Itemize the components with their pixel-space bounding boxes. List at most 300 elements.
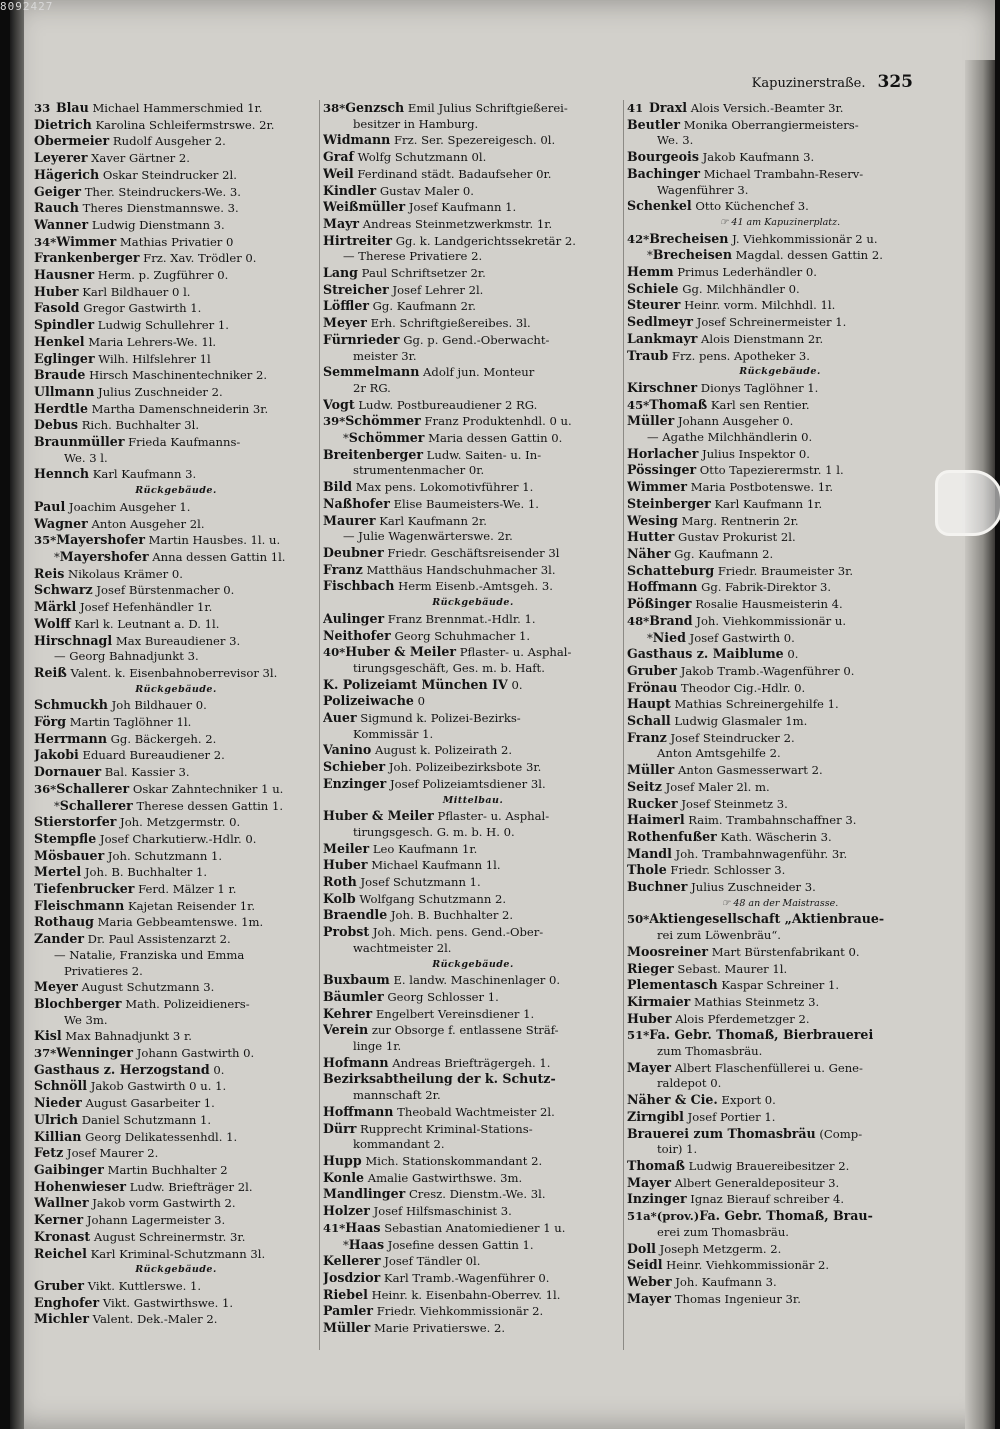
resident-details: Gg. Milchhändler 0.	[682, 281, 800, 296]
resident-details: Amalie Gastwirthswe. 3m.	[367, 1170, 523, 1185]
resident-details: Martin Taglöhner 1l.	[69, 715, 192, 730]
directory-entry	[627, 596, 933, 613]
directory-entry	[627, 879, 933, 896]
directory-entry	[34, 267, 318, 284]
resident-details: Ludwig Schullehrer 1.	[97, 318, 229, 333]
resident-name: Braude	[34, 367, 86, 383]
resident-details: Friedr. Braumeister 3r.	[717, 563, 854, 578]
resident-details: Gg. Kaufmann 2r.	[372, 299, 476, 314]
resident-name: Roth	[323, 874, 357, 890]
resident-details: Jakob Tramb.-Wagenführer 0.	[680, 663, 855, 678]
resident-name: Sedlmeyr	[627, 314, 693, 330]
resident-details: Anna dessen Gattin 1l.	[152, 549, 286, 564]
directory-entry	[627, 846, 933, 863]
resident-details: Frz. pens. Apotheker 3.	[671, 348, 810, 363]
resident-details: August Gasarbeiter 1.	[85, 1096, 215, 1111]
resident-details: Wilh. Hilfslehrer 1l	[98, 351, 211, 366]
resident-details: Jakob Gastwirth 0 u. 1.	[90, 1079, 227, 1094]
resident-details: Herm. p. Zugführer 0.	[97, 268, 229, 283]
archive-code: 8092427	[0, 0, 54, 13]
resident-details: Karl k. Leutnant a. D. 1l.	[74, 616, 220, 631]
entry-prefix: *	[343, 1237, 349, 1252]
house-number: 41*	[323, 1220, 346, 1235]
resident-details: Karolina Schleifermstrswe. 2r.	[95, 117, 275, 132]
directory-entry	[627, 1175, 933, 1192]
resident-details: Pflaster- u. Asphal-	[437, 809, 550, 824]
resident-name: Buxbaum	[323, 972, 390, 988]
resident-name: Huber	[627, 1010, 672, 1026]
resident-details: Vikt. Gastwirthswe. 1.	[102, 1295, 234, 1310]
resident-name: Zirngibl	[627, 1108, 684, 1124]
directory-entry	[34, 133, 318, 150]
resident-details: Joh. Schutzmann 1.	[107, 848, 223, 863]
resident-details: Marg. Rentnerin 2r.	[681, 513, 799, 528]
resident-name: Neithofer	[323, 627, 391, 643]
resident-details: Ludwig Brauereibesitzer 2.	[688, 1159, 850, 1173]
resident-name: Huber & Meiler	[345, 644, 457, 660]
resident-name: Wimmer	[627, 479, 688, 495]
directory-entry	[34, 633, 318, 650]
resident-details: Otto Küchenchef 3.	[695, 199, 809, 214]
directory-entry	[323, 841, 623, 858]
resident-name: Haimerl	[627, 812, 685, 828]
resident-details: Josef Maurer 2.	[66, 1146, 159, 1161]
directory-entry	[323, 1320, 623, 1337]
directory-entry	[323, 677, 623, 694]
resident-details: Maria Gebbeamtenswe. 1m.	[97, 915, 264, 930]
directory-entry	[323, 1237, 623, 1254]
resident-name: Fa. Gebr. Thomaß, Brau-	[699, 1208, 873, 1224]
house-number: 38*	[323, 101, 346, 115]
entry-continuation: raldepot 0.	[657, 1076, 722, 1091]
entry-continuation: toir) 1.	[657, 1142, 698, 1157]
directory-entry	[34, 831, 318, 848]
resident-details: Josef Polizeiamtsdiener 3l.	[390, 776, 546, 791]
directory-entry	[627, 100, 933, 117]
resident-name: Schnöll	[34, 1078, 88, 1094]
directory-entry	[627, 1274, 933, 1291]
directory-entry	[34, 996, 318, 1013]
directory-entry	[627, 314, 933, 331]
resident-details: Martha Damenschneiderin 3r.	[91, 401, 269, 416]
section-label: Rückgebäude.	[135, 485, 217, 497]
resident-details: Emil Julius Schriftgießerei-	[407, 101, 568, 115]
resident-name: Geiger	[34, 183, 82, 199]
directory-entry	[627, 829, 933, 846]
resident-details: Rudolf Ausgeher 2.	[112, 134, 226, 149]
resident-details: Karl Kaufmann 3.	[92, 467, 197, 482]
resident-name: Meiler	[323, 840, 370, 856]
directory-entry	[627, 1191, 933, 1208]
column-divider	[623, 100, 624, 1350]
directory-entry	[323, 132, 623, 149]
resident-details: Johann Lagermeister 3.	[86, 1213, 226, 1228]
directory-entry	[627, 117, 933, 134]
directory-entry	[34, 284, 318, 301]
directory-entry	[323, 1220, 623, 1237]
house-number: 33	[34, 101, 51, 115]
directory-entry	[34, 1095, 318, 1112]
resident-details: Mathias Privatier 0	[119, 234, 234, 249]
resident-details: Joseph Metzgerm. 2.	[659, 1241, 782, 1256]
directory-entry	[34, 931, 318, 948]
resident-name: Stempfle	[34, 830, 97, 846]
resident-name: Brecheisen	[652, 247, 732, 263]
resident-name: Ulrich	[34, 1111, 79, 1127]
directory-entry	[34, 582, 318, 599]
resident-details: Theodor Cig.-Hdlr. 0.	[680, 680, 806, 695]
resident-details: Gg. k. Landgerichtssekretär 2.	[395, 233, 576, 248]
resident-details: Josef Hilfsmaschinist 3.	[373, 1204, 512, 1219]
resident-name: Kirmaier	[627, 993, 691, 1009]
resident-details: Andreas Briefträgergeh. 1.	[392, 1055, 551, 1070]
directory-entry	[34, 367, 318, 384]
resident-name: Wolff	[34, 615, 71, 631]
entry-prefix: —	[647, 430, 663, 445]
resident-name: Wimmer	[56, 233, 117, 249]
directory-entry	[323, 149, 623, 166]
resident-name: Thomaß	[649, 396, 708, 412]
directory-entry	[34, 401, 318, 418]
section-label: Mittelbau.	[442, 794, 504, 806]
resident-details: Engelbert Vereinsdiener 1.	[375, 1006, 535, 1021]
house-number: 40*	[323, 645, 346, 660]
directory-entry	[323, 1287, 623, 1304]
resident-name: Steinberger	[627, 495, 711, 511]
resident-details: Primus Lederhändler 0.	[677, 265, 817, 280]
directory-entry	[323, 1071, 623, 1088]
resident-name: Deubner	[323, 544, 384, 560]
resident-name: Mayershofer	[59, 548, 149, 564]
directory-entry	[34, 200, 318, 217]
directory-entry	[323, 578, 623, 595]
resident-details: Mich. Stationskommandant 2.	[365, 1154, 543, 1168]
resident-details: Max Bahnadjunkt 3 r.	[65, 1029, 192, 1044]
directory-entry	[34, 250, 318, 267]
resident-name: Wagner	[34, 515, 88, 531]
resident-details: Matthäus Handschuhmacher 3l.	[366, 562, 556, 577]
entry-continuation: meister 3r.	[353, 348, 417, 363]
resident-name: Schall	[627, 713, 671, 729]
directory-entry	[323, 100, 623, 117]
resident-name: Fischbach	[323, 578, 395, 594]
resident-name: Bachinger	[627, 165, 701, 181]
entry-prefix: —	[343, 529, 359, 544]
resident-name: Thole	[627, 862, 667, 878]
entry-continuation: tirungsgesch. G. m. b. H. 0.	[353, 824, 515, 839]
resident-details: Friedr. Geschäftsreisender 3l	[387, 545, 560, 560]
resident-details: Jakob vorm Gastwirth 2.	[92, 1196, 236, 1211]
entry-continuation: tirungsgeschäft, Ges. m. b. Haft.	[353, 660, 545, 675]
resident-details: Wolfg Schutzmann 0l.	[357, 150, 487, 165]
directory-entry	[627, 496, 933, 513]
resident-details: Georg Schlosser 1.	[387, 989, 499, 1004]
directory-entry	[627, 630, 933, 647]
house-number: 48*	[627, 613, 650, 628]
resident-name: Mayer	[627, 1290, 672, 1306]
resident-name: Tiefenbrucker	[34, 881, 135, 897]
resident-name: Fleischmann	[34, 897, 125, 913]
directory-entry	[34, 117, 318, 134]
resident-details: Joh. Polizeibezirksbote 3r.	[388, 760, 542, 775]
directory-entry	[323, 199, 623, 216]
resident-details: Karl Kriminal-Schutzmann 3l.	[90, 1246, 266, 1261]
resident-details: 0	[417, 694, 425, 709]
resident-name: Franz	[627, 729, 667, 745]
resident-name: Gasthaus z. Herzogstand	[34, 1061, 210, 1077]
resident-details: Ludwig Dienstmann 3.	[91, 217, 225, 232]
directory-entry	[627, 479, 933, 496]
resident-name: Blau	[56, 100, 89, 115]
directory-entry	[34, 566, 318, 583]
resident-name: Steurer	[627, 297, 681, 313]
resident-name: Rauch	[34, 200, 79, 216]
directory-entry	[34, 334, 318, 351]
resident-details: Dr. Paul Assistenzarzt 2.	[87, 932, 231, 947]
resident-details: Heinr. vorm. Milchhdl. 1l.	[684, 298, 836, 313]
resident-name: Mandl	[627, 845, 672, 861]
resident-name: Mösbauer	[34, 847, 105, 863]
resident-name: Holzer	[323, 1203, 370, 1219]
resident-details: Adolf jun. Monteur	[423, 365, 535, 380]
directory-entry	[323, 1153, 623, 1170]
resident-details: Georg Bahnadjunkt 3.	[69, 649, 199, 664]
resident-name: Weißmüller	[323, 199, 406, 215]
resident-name: Dornauer	[34, 764, 102, 780]
directory-entry	[323, 1170, 623, 1187]
directory-entry	[34, 1062, 318, 1079]
directory-entry	[627, 1257, 933, 1274]
resident-name: Schömmer	[348, 430, 425, 446]
column-3	[627, 100, 933, 1307]
resident-details: Ludw. Briefträger 2l.	[129, 1179, 253, 1194]
resident-name: Nieder	[34, 1095, 82, 1111]
resident-details: 0.	[511, 677, 523, 692]
directory-entry	[627, 646, 933, 663]
resident-name: Naßhofer	[323, 495, 390, 511]
resident-name: Plementasch	[627, 977, 718, 993]
directory-entry	[627, 231, 933, 248]
resident-details: Josef Steinmetz 3.	[681, 796, 788, 811]
directory-entry	[34, 1229, 318, 1246]
resident-name: Wesing	[627, 512, 678, 528]
directory-entry	[627, 1208, 933, 1225]
house-number: 42*	[627, 231, 650, 246]
resident-name: Bezirksabtheilung der k. Schutz-	[323, 1071, 556, 1087]
resident-name: Franz	[323, 561, 363, 577]
resident-name: Rucker	[627, 795, 678, 811]
resident-name: Verein	[323, 1022, 369, 1038]
resident-name: Obermeier	[34, 133, 110, 149]
resident-name: K. Polizeiamt München IV	[323, 676, 508, 692]
directory-entry	[34, 781, 318, 798]
directory-entry	[34, 1295, 318, 1312]
column-1	[34, 100, 318, 1328]
resident-details: Leo Kaufmann 1r.	[372, 841, 478, 856]
directory-entry	[34, 948, 318, 964]
resident-details: Josef Schutzmann 1.	[360, 875, 481, 890]
resident-details: J. Viehkommissionär 2 u.	[732, 231, 878, 246]
entry-prefix: *	[647, 248, 653, 263]
resident-details: Raim. Trambahnschaffner 3.	[688, 813, 857, 828]
directory-entry	[627, 1241, 933, 1258]
resident-details: Hirsch Maschinentechniker 2.	[89, 368, 268, 383]
directory-entry	[34, 417, 318, 434]
directory-entry	[323, 216, 623, 233]
resident-name: Brand	[649, 612, 693, 628]
resident-name: Rothenfußer	[627, 828, 717, 844]
directory-entry	[323, 1121, 623, 1138]
resident-details: Julius Zuschneider 3.	[691, 880, 816, 895]
resident-name: Weber	[627, 1273, 672, 1289]
page-header	[752, 72, 913, 92]
resident-details: Ludw. Saiten- u. In-	[426, 447, 542, 462]
entry-continuation: erei zum Thomasbräu.	[657, 1224, 789, 1239]
resident-name: Breitenberger	[323, 446, 423, 462]
resident-details: Andreas Steinmetzwerkmstr. 1r.	[362, 216, 553, 231]
resident-details: Julie Wagenwärterswe. 2r.	[358, 529, 513, 544]
directory-entry	[34, 150, 318, 167]
resident-name: Lankmayr	[627, 330, 698, 346]
directory-entry	[627, 680, 933, 697]
resident-name: Paul	[34, 498, 66, 514]
directory-entry	[323, 628, 623, 645]
directory-entry	[34, 466, 318, 483]
entry-prefix: *	[343, 431, 349, 446]
resident-name: Kehrer	[323, 1005, 373, 1021]
resident-name: Pössinger	[627, 462, 697, 478]
directory-entry	[34, 848, 318, 865]
resident-name: Braendle	[323, 907, 388, 923]
resident-name: Wallner	[34, 1195, 89, 1211]
resident-name: Pamler	[323, 1303, 374, 1319]
resident-name: Schallerer	[59, 797, 133, 813]
resident-details: Josef Schreinermeister 1.	[696, 315, 847, 330]
resident-details: Johann Ausgeher 0.	[678, 414, 794, 429]
resident-details: Math. Polizeidieners-	[125, 996, 250, 1011]
entry-continuation: Wagenführer 3.	[657, 182, 749, 197]
entry-continuation: 2r RG.	[353, 380, 391, 395]
resident-name: Hägerich	[34, 166, 100, 182]
resident-details: Georg Schuhmacher 1.	[394, 628, 531, 643]
directory-entry	[323, 430, 623, 447]
directory-entry	[323, 249, 623, 265]
resident-details: Julius Inspektor 0.	[702, 446, 810, 461]
directory-entry	[34, 1112, 318, 1129]
resident-details: Bal. Kassier 3.	[104, 765, 190, 780]
resident-name: Traub	[627, 347, 669, 363]
resident-name: Konle	[323, 1169, 365, 1185]
directory-entry	[323, 1022, 623, 1039]
resident-name: Debus	[34, 417, 78, 433]
resident-name: Kerner	[34, 1212, 84, 1228]
directory-entry	[627, 348, 933, 365]
directory-entry	[323, 907, 623, 924]
directory-entry	[627, 264, 933, 281]
directory-entry	[34, 217, 318, 234]
directory-entry	[34, 881, 318, 898]
resident-details: Erh. Schriftgießereibes. 3l.	[370, 316, 531, 331]
resident-details: Franz Produktenhdl. 0 u.	[424, 414, 572, 429]
resident-details: Gg. Kaufmann 2.	[674, 546, 774, 561]
resident-details: Max Bureaudiener 3.	[115, 633, 241, 648]
resident-details: Martin Hausbes. 1l. u.	[148, 533, 281, 548]
resident-name: Haas	[345, 1219, 381, 1235]
resident-name: Mayershofer	[56, 532, 145, 548]
resident-name: Widmann	[323, 132, 391, 148]
resident-name: Hupp	[323, 1153, 362, 1168]
resident-name: Gruber	[627, 662, 677, 678]
resident-details: zur Obsorge f. entlassene Sträf-	[371, 1023, 559, 1038]
resident-name: Vanino	[323, 742, 372, 758]
resident-name: Hemm	[627, 264, 674, 280]
resident-details: E. landw. Maschinenlager 0.	[393, 973, 561, 988]
directory-entry	[323, 364, 623, 381]
resident-details: Michael Trambahn-Reserv-	[703, 166, 864, 181]
resident-details: Albert Generaldepositeur 3.	[674, 1175, 840, 1190]
resident-details: Joh. Mich. pens. Gend.-Ober-	[372, 925, 544, 940]
entry-continuation: strumentenmacher 0r.	[353, 463, 485, 478]
directory-entry	[34, 731, 318, 748]
directory-entry	[323, 611, 623, 628]
resident-name: Killian	[34, 1128, 82, 1144]
resident-name: Rothaug	[34, 914, 94, 930]
resident-details: Josef Bürstenmacher 0.	[96, 583, 235, 598]
resident-details: Monika Oberrangiermeisters-	[683, 117, 859, 132]
directory-entry	[627, 281, 933, 298]
resident-name: Leyerer	[34, 150, 88, 166]
resident-details: Mathias Schreinergehilfe 1.	[674, 697, 839, 712]
directory-entry	[627, 696, 933, 713]
resident-details: Eduard Bureaudiener 2.	[82, 748, 225, 763]
resident-details: Paul Schriftsetzer 2r.	[361, 266, 486, 281]
directory-entry	[323, 644, 623, 661]
resident-details: Kaspar Schreiner 1.	[721, 978, 840, 993]
directory-entry	[323, 776, 623, 793]
entry-continuation: Privatieres 2.	[64, 963, 143, 978]
resident-details: Joh. Metzgermstr. 0.	[120, 815, 241, 830]
resident-details: Maria Lehrers-We. 1l.	[88, 334, 217, 349]
entry-continuation: We. 3 l.	[64, 450, 108, 465]
resident-details: Ludwig Glasmaler 1m.	[674, 714, 808, 729]
entry-prefix: —	[54, 649, 70, 664]
directory-page	[10, 0, 995, 1429]
resident-details: Gustav Prokurist 2l.	[678, 530, 796, 545]
directory-entry	[323, 742, 623, 759]
resident-name: Wanner	[34, 216, 89, 232]
resident-details: Gustav Maler 0.	[379, 183, 474, 198]
street-heading: Kapuzinerstraße.	[751, 76, 866, 91]
directory-entry	[627, 198, 933, 215]
resident-name: Schwarz	[34, 582, 93, 598]
resident-name: Nied	[652, 629, 686, 645]
directory-entry	[627, 1109, 933, 1126]
resident-details: Alois Dienstmann 2r.	[701, 331, 824, 346]
resident-name: Gasthaus z. Maiblume	[627, 646, 784, 662]
resident-name: Meyer	[323, 315, 367, 331]
directory-entry	[627, 1060, 933, 1077]
resident-details: Josef Tändler 0l.	[384, 1254, 481, 1269]
directory-entry	[323, 447, 623, 464]
resident-name: Streicher	[323, 281, 389, 297]
resident-name: Jakobi	[34, 747, 79, 763]
house-number: 51*	[627, 1028, 650, 1043]
directory-entry	[627, 730, 933, 747]
house-number: 35*	[34, 533, 57, 548]
entry-continuation: Anton Amtsgehilfe 2.	[657, 746, 781, 761]
page-number: 325	[877, 72, 913, 92]
resident-details: Heinr. k. Eisenbahn-Oberrev. 1l.	[371, 1287, 561, 1302]
